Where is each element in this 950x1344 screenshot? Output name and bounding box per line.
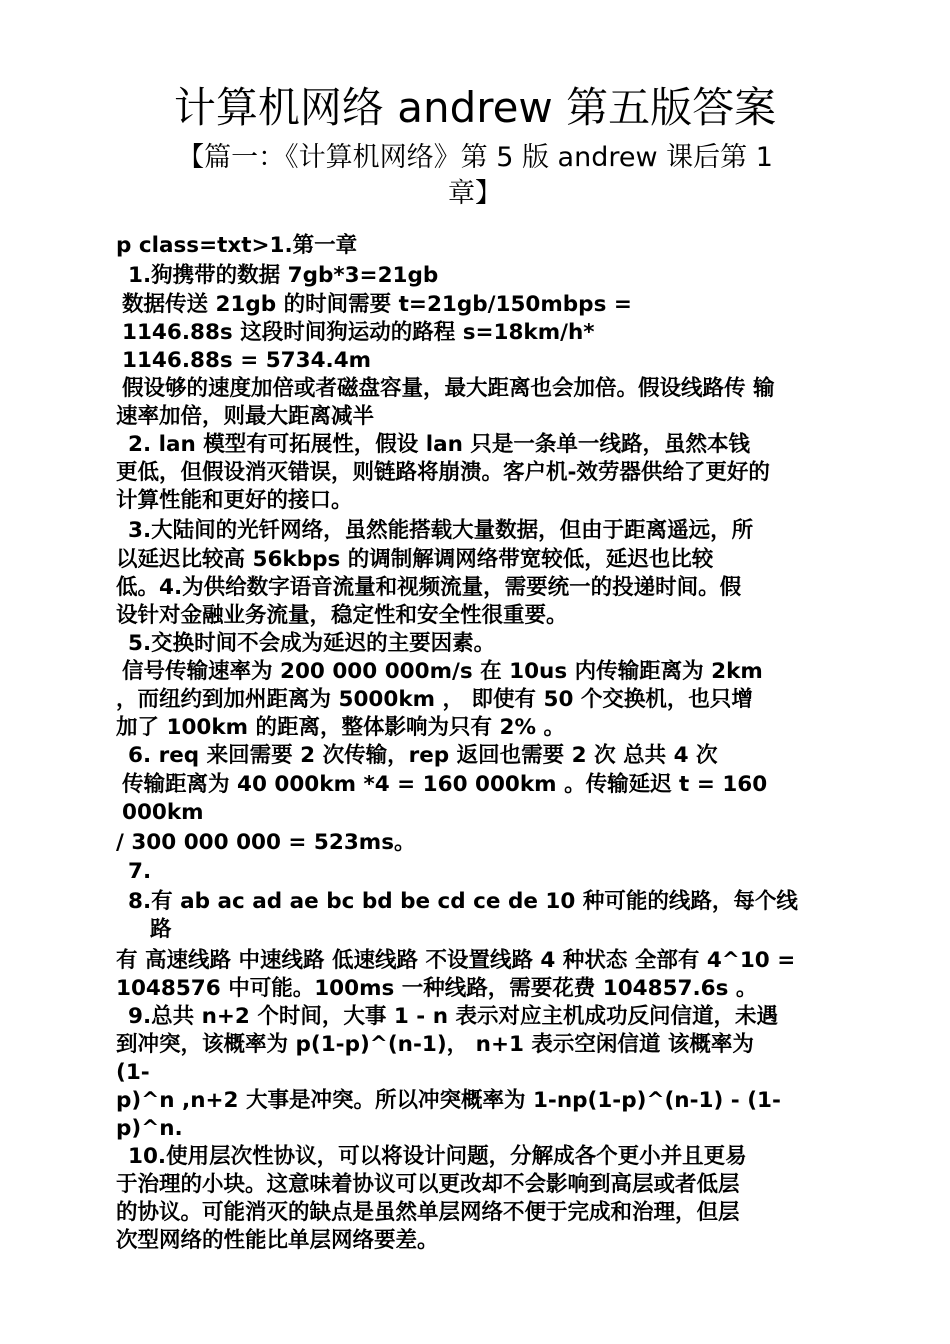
body-line: 9.总共 n+2 个时间，大事 1 - n 表示对应主机成功反问信道，未遇 (128, 1004, 779, 1029)
body-line: p)^n ,n+2 大事是冲突。所以冲突概率为 1-np(1-p)^(n-1) - (1- (116, 1088, 781, 1113)
body-line: ，而纽约到加州距离为 5000km ， 即使有 50 个交换机，也只增 (116, 687, 753, 712)
body-line: 以延迟比较高 56kbps 的调制解调网络带宽较低，延迟也比较 (116, 547, 714, 572)
body-line: p class=txt>1.第一章 (116, 233, 358, 258)
body-line: 的协议。可能消灭的缺点是虽然单层网络不便于完成和治理，但层 (116, 1200, 740, 1225)
body-line: 低。4.为供给数字语音流量和视频流量，需要统一的投递时间。假 (116, 575, 742, 600)
body-line: 设针对金融业务流量，稳定性和安全性很重要。 (116, 603, 568, 628)
body-line: p)^n. (116, 1116, 183, 1141)
body-line: 000km (122, 800, 204, 825)
body-line: 1048576 中可能。100ms 一种线路，需要花费 104857.6s 。 (116, 976, 758, 1001)
body-line: 路 (150, 917, 172, 942)
subtitle-line: 章】 (448, 178, 502, 209)
body-line: / 300 000 000 = 523ms。 (116, 830, 416, 855)
body-line: 信号传输速率为 200 000 000m/s 在 10us 内传输距离为 2km (122, 659, 763, 684)
body-line: 2. lan 模型有可拓展性，假设 lan 只是一条单一线路，虽然本钱 (128, 432, 750, 457)
body-line: 次型网络的性能比单层网络要差。 (116, 1228, 439, 1253)
body-line: 到冲突，该概率为 p(1-p)^(n-1)， n+1 表示空闲信道 该概率为 (116, 1032, 754, 1057)
body-line: (1- (116, 1060, 150, 1085)
body-line: 更低，但假设消灭错误，则链路将崩溃。客户机-效劳器供给了更好的 (116, 460, 770, 485)
body-line: 3.大陆间的光钎网络，虽然能搭载大量数据，但由于距离遥远，所 (128, 518, 754, 543)
body-line: 1.狗携带的数据 7gb*3=21gb (128, 263, 439, 288)
body-line: 计算性能和更好的接口。 (116, 488, 353, 513)
body-line: 1146.88s = 5734.4m (122, 348, 372, 373)
body-line: 7. (128, 859, 152, 884)
body-line: 加了 100km 的距离，整体影响为只有 2% 。 (116, 715, 566, 740)
subtitle-line: 【篇一：《计算机网络》第 5 版 andrew 课后第 1 (177, 142, 773, 173)
document-subtitle (150, 140, 800, 212)
body-line: 传输距离为 40 000km *4 = 160 000km 。传输延迟 t = 160 (122, 772, 768, 797)
body-line: 数据传送 21gb 的时间需要 t=21gb/150mbps = (122, 292, 632, 317)
body-line: 1146.88s 这段时间狗运动的路程 s=18km/h* (122, 320, 595, 345)
body-line: 有 高速线路 中速线路 低速线路 不设置线路 4 种状态 全部有 4^10 = (116, 948, 796, 973)
body-line: 5.交换时间不会成为延迟的主要因素。 (128, 631, 496, 656)
body-line: 于治理的小块。这意味着协议可以更改却不会影响到高层或者低层 (116, 1172, 740, 1197)
document-title: 计算机网络 andrew 第五版答案 (173, 83, 777, 132)
body-line: 速率加倍，则最大距离减半 (116, 404, 375, 429)
body-line: 6. req 来回需要 2 次传输，rep 返回也需要 2 次 总共 4 次 (128, 743, 718, 768)
body-line: 10.使用层次性协议，可以将设计问题，分解成各个更小并且更易 (128, 1144, 747, 1169)
body-line: 8.有 ab ac ad ae bc bd be cd ce de 10 种可能的线路，每个线 (128, 889, 798, 914)
body-line: 假设够的速度加倍或者磁盘容量，最大距离也会加倍。假设线路传 输 (122, 376, 775, 401)
